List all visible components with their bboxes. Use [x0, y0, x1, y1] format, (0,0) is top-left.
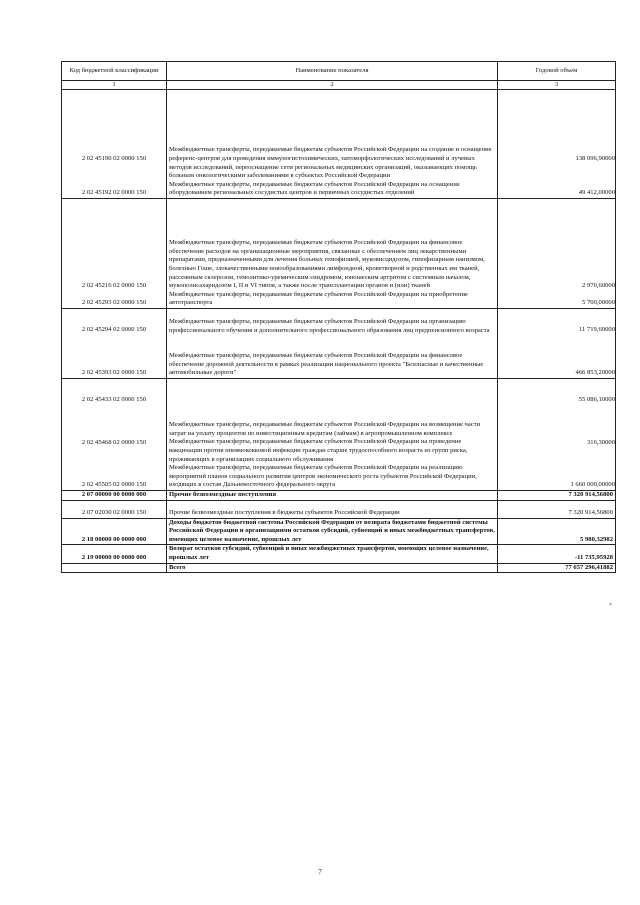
table-row-code: 2 07 00000 00 0000 000: [62, 491, 167, 501]
table-row-amount: 5 980,32982: [498, 518, 616, 545]
column-number-row: [62, 81, 616, 90]
table-row-amount: -11 735,95928: [498, 545, 616, 563]
page-number: 7: [318, 868, 322, 876]
corner-mark: *: [609, 603, 612, 609]
table-row-amount: 138 096,90000: [575, 155, 615, 163]
column-number: 2: [167, 81, 498, 90]
table-row-code: 2 02 45433 02 0000 150: [81, 396, 147, 404]
table-row-code: 2 02 45192 02 0000 150: [81, 189, 147, 197]
table-row-name: Прочие безвозмездные поступления в бюджеты субъектов Российской Федерации: [167, 500, 498, 518]
table-row-group: [62, 90, 616, 199]
table-row-code: 2 18 00000 00 0000 000: [62, 518, 167, 545]
table-row-code: 2 02 45216 02 0000 150: [81, 282, 147, 290]
table-row-amount: 5 700,00000: [582, 299, 615, 307]
table-row-name: Межбюджетные трансферты, передаваемые бюджетам субъектов Российской Федерации на проведение вакцинации против пневмококковой инфекции граждан старше трудоспособного возраста из групп риска, проживающих в организациях социального обслуживания: [169, 438, 468, 463]
column-number: 3: [498, 81, 616, 90]
table-header-row: [62, 62, 616, 81]
table-row: [62, 491, 616, 501]
table-row-code: 2 02 45293 02 0000 150: [81, 299, 147, 307]
column-number: 1: [62, 81, 167, 90]
table-row-amount: 1 660 000,00000: [570, 481, 615, 489]
header-amount: Годовой объем: [498, 62, 616, 81]
table-row-name: Межбюджетные трансферты, передаваемые бюджетам субъектов Российской Федерации на создание и оснащение референс-центров для проведения иммуногистохимических, патоморфологических исследований и лучевых методов исследований, переоснащение сети региональных медицинских организаций, оказывающих помощь больным онкологическими заболеваниями в субъектах Российской Федерации: [169, 146, 492, 180]
table-row-code: [62, 563, 167, 573]
table-row: [62, 518, 616, 545]
table-row-name: Межбюджетные трансферты, передаваемые бюджетам субъектов Российской Федерации на финансовое обеспечение дорожной деятельности в рамках реализации национального проекта "Безопасные и качественные автомобильные дороги": [169, 352, 484, 377]
header-code: Код бюджетной классификации: [62, 62, 167, 81]
table-row-amount: 7 320 914,56800: [498, 500, 616, 518]
table-row-amount: 49 412,00000: [578, 189, 615, 197]
table-row-code: 2 02 45393 02 0000 150: [81, 369, 147, 377]
table-row-name: Прочие безвозмездные поступления: [167, 491, 498, 501]
table-row-amount: 2 970,60000: [582, 282, 615, 290]
table-row-name: Межбюджетные трансферты, передаваемые бюджетам субъектов Российской Федерации на реализацию мероприятий планов социального развития центров экономического роста субъектов Российской Федерации, входящих в состав Дальневосточного федерального округа: [169, 464, 477, 489]
table-row-code: 2 19 00000 00 0000 000: [62, 545, 167, 563]
table-row-name: Межбюджетные трансферты, передаваемые бюджетам субъектов Российской Федерации на финансовое обеспечение расходов на организационные мероприятия, связанные с обеспечением лиц лекарственными препаратами, предназначенными для лечения больных гемофилией, муковисцидозом, гипофизарным нанизмом, болезнью Гоше, злокачественными новообразованиями лимфоидной, кроветворной и родственных им тканей, рассеянным склерозом, гемолитико-уремическим синдромом, юношеским артритом с системным началом, мукополисахаридозом I, II и VI типов, а также после трансплантации органов и (или) тканей: [169, 239, 485, 290]
table-row-name: Межбюджетные трансферты, передаваемые бюджетам субъектов Российской Федерации на возмещение части затрат на уплату процентов по инвестиционным кредитам (займам) в агропромышленном комплексе: [169, 421, 481, 437]
table-row-group: [62, 379, 616, 491]
table-row-amount: 316,30000: [586, 439, 615, 447]
table-row-code: 2 02 45505 02 0000 150: [81, 481, 147, 489]
table-row-code: 2 02 45190 02 0000 150: [81, 155, 147, 163]
table-row: [62, 500, 616, 518]
table-row-group: [62, 309, 616, 379]
table-row-amount: 7 320 914,56800: [498, 491, 616, 501]
header-name: Наименование показателя: [167, 62, 498, 81]
table-row-code: 2 07 02030 02 0000 150: [62, 500, 167, 518]
table-row-name: Межбюджетные трансферты, передаваемые бюджетам субъектов Российской Федерации на организацию профессионального обучения и дополнительного профессионального образования лиц предпенсионного возраста: [169, 318, 490, 334]
table-row-group: [62, 199, 616, 309]
table-row-amount: 55 086,10000: [578, 396, 615, 404]
table-row-name: Доходы бюджетов бюджетной системы Российской Федерации от возврата бюджетами бюджетной системы Российской Федерации и организациями остатков субсидий, субвенций и иных межбюджетных трансфертов, имеющих целевое назначение, прошлых лет: [167, 518, 498, 545]
table-row-name: Межбюджетные трансферты, передаваемые бюджетам субъектов Российской Федерации на приобретение автотранспорта: [169, 290, 468, 307]
table-row-name: Межбюджетные трансферты, передаваемые бюджетам субъектов Российской Федерации на оснащение оборудованием региональных сосудистых центров и первичных сосудистых отделений: [169, 180, 460, 197]
table-row-name: Возврат остатков субсидий, субвенций и иных межбюджетных трансфертов, имеющих целевое назначение, прошлых лет: [167, 545, 498, 563]
budget-revenue-table: [61, 61, 616, 573]
table-row-name: Всего: [167, 563, 498, 573]
table-row: [62, 545, 616, 563]
table-row-total: [62, 563, 616, 573]
table-row-code: 2 02 45468 02 0000 150: [81, 439, 147, 447]
table-row-amount: 466 853,20000: [575, 369, 615, 377]
table-row-amount: 77 657 296,41882: [498, 563, 616, 573]
table-row-code: 2 02 45294 02 0000 150: [81, 326, 147, 334]
table-row-amount: 11 719,60000: [578, 326, 615, 334]
